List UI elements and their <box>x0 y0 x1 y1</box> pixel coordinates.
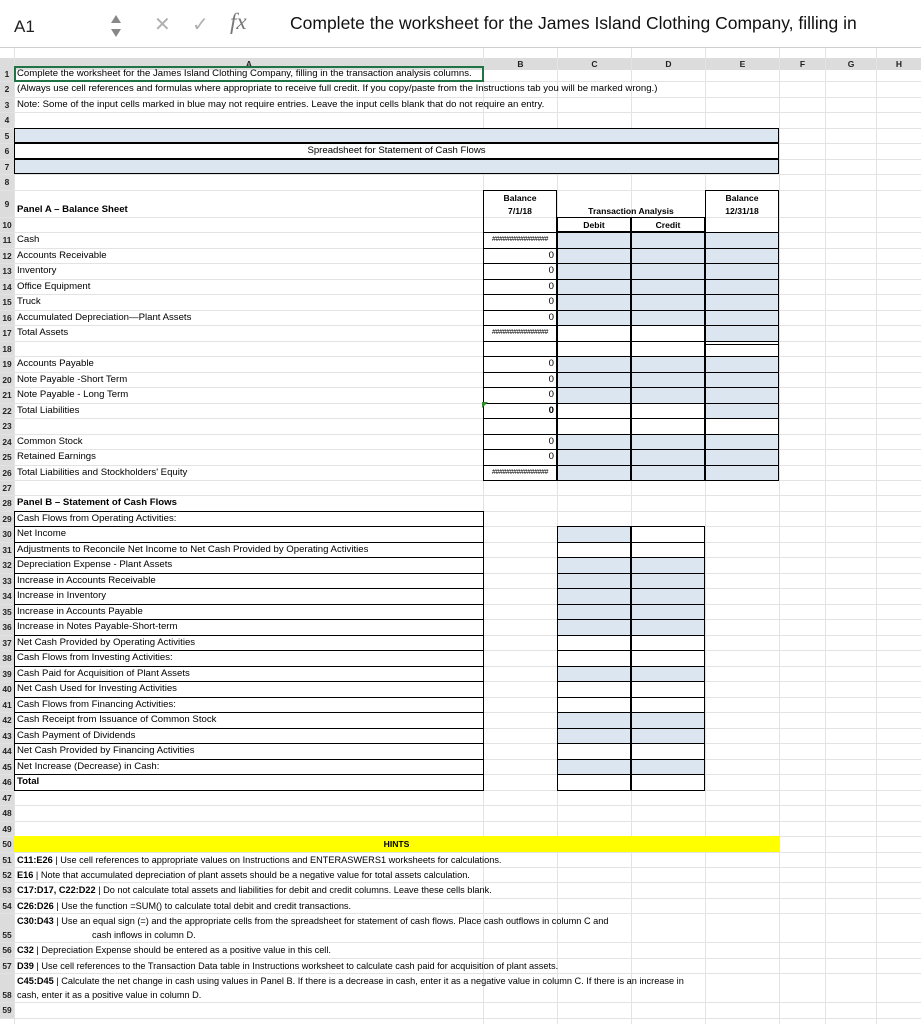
cash-flow-item-label[interactable]: Net Income <box>17 528 67 540</box>
hint-line <box>17 914 608 928</box>
cancel-icon[interactable]: ✕ <box>154 14 171 36</box>
credit-header: Credit <box>655 219 681 230</box>
row-header-34[interactable]: 34 <box>0 589 14 603</box>
input-cell-e25[interactable] <box>705 449 779 465</box>
transaction-analysis-header: Transaction Analysis <box>588 205 674 216</box>
input-cell-d43[interactable] <box>631 728 705 744</box>
row-header-42[interactable]: 42 <box>0 713 14 727</box>
gridline-horizontal <box>0 263 921 264</box>
row-header-8[interactable]: 8 <box>0 175 14 189</box>
cash-flow-label-cell <box>14 526 484 542</box>
balance-item-label[interactable]: Common Stock <box>17 435 83 447</box>
input-cell-c36[interactable] <box>557 619 631 635</box>
row-header-3[interactable]: 3 <box>0 98 14 112</box>
hint-line <box>17 974 684 988</box>
formula-bar <box>0 0 921 48</box>
column-header-c[interactable]: C <box>558 58 631 70</box>
row-header-15[interactable]: 15 <box>0 295 14 309</box>
cash-flow-item-label[interactable]: Net Increase (Decrease) in Cash: <box>17 760 160 772</box>
balance-item-label[interactable]: Inventory <box>17 265 57 277</box>
cash-flow-item-label[interactable]: Increase in Inventory <box>17 590 107 602</box>
row-header-7[interactable]: 7 <box>0 160 14 174</box>
hint-ref: D39 <box>17 960 34 971</box>
input-cell-d33[interactable] <box>631 573 705 589</box>
row-header-23[interactable]: 23 <box>0 419 14 433</box>
row-header-9[interactable]: 9 <box>0 191 14 217</box>
input-cell-e13[interactable] <box>705 263 779 279</box>
hint-text: | Use an equal sign (=) and the appropriate cells from the spreadsheet for statement of cash flows. Place cash outflows in column C and <box>53 916 609 927</box>
balance-item-label[interactable]: Total Liabilities <box>17 404 80 416</box>
gridline-horizontal <box>0 190 921 191</box>
gridline-horizontal <box>0 372 921 373</box>
cash-flow-item-label[interactable]: Cash Flows from Financing Activities: <box>17 698 176 710</box>
hint-line-continued: cash, enter it as a positive value in column D. <box>17 990 202 1001</box>
balance-item-label[interactable]: Accumulated Depreciation—Plant Assets <box>17 311 192 323</box>
balance-start-value: ################ <box>492 468 548 476</box>
input-cell-c14[interactable] <box>557 279 631 295</box>
input-cell-d41[interactable] <box>631 697 705 713</box>
row-header-1[interactable]: 1 <box>0 67 14 81</box>
hint-line <box>17 868 470 882</box>
name-box-spinner-icon[interactable] <box>109 13 123 39</box>
input-cell-c15[interactable] <box>557 294 631 310</box>
row-header-24[interactable]: 24 <box>0 435 14 449</box>
row-header-22[interactable]: 22 <box>0 404 14 418</box>
input-cell-d42[interactable] <box>631 712 705 728</box>
cash-flow-item-label[interactable]: Net Cash Provided by Financing Activities <box>17 745 195 757</box>
balance-item-label[interactable]: Total Assets <box>17 327 69 339</box>
balance-start-label: Balance <box>503 192 537 203</box>
row-header-11[interactable]: 11 <box>0 233 14 247</box>
balance-item-label[interactable]: Accounts Payable <box>17 358 94 370</box>
hint-line <box>17 899 351 913</box>
gridline-horizontal <box>0 449 921 450</box>
row-header-51[interactable]: 51 <box>0 853 14 867</box>
hint-ref: C30:D43 <box>17 916 54 927</box>
input-cell-c19[interactable] <box>557 356 631 372</box>
cash-flow-item-label[interactable]: Cash Flows from Investing Activities: <box>17 652 173 664</box>
row-header-28[interactable]: 28 <box>0 496 14 510</box>
balance-start-value: 0 <box>548 435 554 447</box>
input-cell-c46[interactable] <box>557 774 631 790</box>
hint-text: | Note that accumulated depreciation of plant assets should be a negative value for total assets calculation. <box>33 870 470 880</box>
hint-text: | Use cell references to the Transaction Data table in Instructions worksheet to calculate cash paid for acquisition of plant assets. <box>33 960 559 971</box>
gridline-horizontal <box>0 1002 921 1003</box>
row-header-10[interactable]: 10 <box>0 218 14 232</box>
balance-start-value: 0 <box>548 373 554 385</box>
input-cell-c22[interactable] <box>557 403 631 419</box>
gridline-horizontal <box>0 418 921 419</box>
input-cell-d21[interactable] <box>631 387 705 403</box>
input-cell-d36[interactable] <box>631 619 705 635</box>
input-cell-d46[interactable] <box>631 774 705 790</box>
balance-start-value: 0 <box>548 451 554 463</box>
input-cell-c45[interactable] <box>557 759 631 775</box>
gridline-horizontal <box>0 434 921 435</box>
input-cell-d24[interactable] <box>631 434 705 450</box>
gridline-horizontal <box>0 805 921 806</box>
balance-start-value: 0 <box>548 265 554 277</box>
input-cell-d15[interactable] <box>631 294 705 310</box>
input-cell-c35[interactable] <box>557 604 631 620</box>
balance-start-value: 0 <box>548 249 554 261</box>
row-header-16[interactable]: 16 <box>0 311 14 325</box>
input-cell-d19[interactable] <box>631 356 705 372</box>
hint-ref: C17:D17, C22:D22 <box>17 885 96 896</box>
column-header-d[interactable]: D <box>632 58 705 70</box>
hint-ref: C32 <box>17 945 34 956</box>
input-cell-d11[interactable] <box>631 232 705 248</box>
input-cell-e21[interactable] <box>705 387 779 403</box>
hint-text: | Depreciation Expense should be entered as a positive value in this cell. <box>33 945 331 956</box>
row-header-55[interactable]: 55 <box>0 914 14 942</box>
input-cell-c24[interactable] <box>557 434 631 450</box>
input-cell-c17[interactable] <box>557 325 631 341</box>
input-cell-e16[interactable] <box>705 310 779 326</box>
gridline-horizontal <box>0 112 921 113</box>
cash-flow-item-label[interactable]: Net Cash Used for Investing Activities <box>17 683 177 695</box>
input-cell-d17[interactable] <box>631 325 705 341</box>
cash-flow-label-cell <box>14 774 484 790</box>
input-cell-d34[interactable] <box>631 588 705 604</box>
row-header-26[interactable]: 26 <box>0 466 14 480</box>
column-header-f[interactable]: F <box>780 58 825 70</box>
input-cell-e14[interactable] <box>705 279 779 295</box>
panel-b-heading: Panel B – Statement of Cash Flows <box>17 497 177 509</box>
input-cell-d26[interactable] <box>631 465 705 481</box>
row-header-50[interactable]: 50 <box>0 837 14 851</box>
hint-ref: E16 <box>17 870 34 880</box>
row-header-58[interactable]: 58 <box>0 974 14 1002</box>
balance-item-label[interactable]: Total Liabilities and Stockholders' Equity <box>17 466 188 478</box>
input-cell-d14[interactable] <box>631 279 705 295</box>
error-indicator-icon <box>482 402 488 408</box>
input-cell-d16[interactable] <box>631 310 705 326</box>
input-cell-e15[interactable] <box>705 294 779 310</box>
empty-cell-b23 <box>483 418 557 434</box>
input-cell-d31[interactable] <box>631 542 705 558</box>
row-header-14[interactable]: 14 <box>0 280 14 294</box>
row-header-30[interactable]: 30 <box>0 527 14 541</box>
column-header-b[interactable]: B <box>484 58 557 70</box>
input-cell-d30[interactable] <box>631 526 705 542</box>
hint-text: | Use cell references to appropriate values on Instructions and ENTERASWERS1 worksheets for calculations. <box>52 854 502 865</box>
intro-line-3[interactable]: Note: Some of the input cells marked in blue may not require entries. Leave the input cells blank that do not require an entry. <box>17 98 545 110</box>
hint-line <box>17 959 558 973</box>
gridline-horizontal <box>0 341 921 342</box>
row-header-48[interactable]: 48 <box>0 806 14 820</box>
balance-item-label[interactable]: Note Payable - Long Term <box>17 389 129 401</box>
balance-item-label[interactable]: Cash <box>17 234 40 246</box>
input-cell-d37[interactable] <box>631 635 705 651</box>
gridline-vertical <box>779 48 780 1024</box>
balance-start-value: 0 <box>548 389 554 401</box>
input-cell-e11[interactable] <box>705 232 779 248</box>
input-cell-c25[interactable] <box>557 449 631 465</box>
gridline-horizontal <box>0 480 921 481</box>
intro-line-1[interactable]: Complete the worksheet for the James Island Clothing Company, filling in the transaction analysis columns. <box>17 68 472 79</box>
title-band-top[interactable] <box>14 128 779 143</box>
input-cell-c33[interactable] <box>557 573 631 589</box>
balance-start-value: ################ <box>492 329 548 337</box>
gridline-horizontal <box>0 248 921 249</box>
row-header-59[interactable]: 59 <box>0 1003 14 1017</box>
hint-text: | Use the function =SUM() to calculate total debit and credit transactions. <box>53 900 352 911</box>
input-cell-c26[interactable] <box>557 465 631 481</box>
gridline-horizontal <box>0 279 921 280</box>
debit-header: Debit <box>583 219 605 230</box>
row-header-47[interactable]: 47 <box>0 791 14 805</box>
function-icon[interactable]: fx <box>230 9 247 34</box>
input-cell-e20[interactable] <box>705 372 779 388</box>
input-cell-c43[interactable] <box>557 728 631 744</box>
empty-cell-d23 <box>631 418 705 434</box>
gridline-horizontal <box>0 1018 921 1019</box>
gridline-horizontal <box>0 325 921 326</box>
row-header-31[interactable]: 31 <box>0 543 14 557</box>
column-header-h[interactable]: H <box>877 58 921 70</box>
input-cell-c31[interactable] <box>557 542 631 558</box>
row-header-54[interactable]: 54 <box>0 899 14 913</box>
input-cell-c34[interactable] <box>557 588 631 604</box>
intro-line-2[interactable]: (Always use cell references and formulas where appropriate to receive full credit. If you copy/paste from the Instructions tab you will be marked wrong.) <box>17 83 658 95</box>
empty-cell-c18 <box>557 341 631 357</box>
hint-line <box>17 943 331 957</box>
row-header-32[interactable]: 32 <box>0 558 14 572</box>
row-header-40[interactable]: 40 <box>0 682 14 696</box>
row-header-27[interactable]: 27 <box>0 481 14 495</box>
name-box[interactable]: A1 <box>14 17 35 36</box>
balance-start-value: 0 <box>548 311 554 323</box>
row-header-12[interactable]: 12 <box>0 249 14 263</box>
row-header-35[interactable]: 35 <box>0 605 14 619</box>
column-header-a[interactable]: A <box>15 58 483 70</box>
input-cell-d39[interactable] <box>631 666 705 682</box>
input-cell-d12[interactable] <box>631 248 705 264</box>
cash-flow-item-label[interactable]: Increase in Accounts Payable <box>17 605 143 617</box>
hint-line <box>17 883 492 897</box>
row-header-41[interactable]: 41 <box>0 698 14 712</box>
input-cell-e17[interactable] <box>705 325 779 341</box>
gridline-horizontal <box>0 387 921 388</box>
row-header-57[interactable]: 57 <box>0 959 14 973</box>
row-header-21[interactable]: 21 <box>0 388 14 402</box>
input-cell-c32[interactable] <box>557 557 631 573</box>
gridline-horizontal <box>0 232 921 233</box>
input-cell-d13[interactable] <box>631 263 705 279</box>
gridline-vertical <box>876 48 877 1024</box>
row-header-25[interactable]: 25 <box>0 450 14 464</box>
input-cell-d38[interactable] <box>631 650 705 666</box>
balance-item-label[interactable]: Retained Earnings <box>17 451 96 463</box>
double-underline <box>705 344 779 345</box>
cash-flow-item-label[interactable]: Increase in Accounts Receivable <box>17 574 156 586</box>
row-header-37[interactable]: 37 <box>0 636 14 650</box>
input-cell-d32[interactable] <box>631 557 705 573</box>
row-header-33[interactable]: 33 <box>0 574 14 588</box>
cash-flow-item-label[interactable]: Total <box>17 776 40 788</box>
input-cell-c44[interactable] <box>557 743 631 759</box>
balance-start-value: 0 <box>548 404 554 416</box>
row-header-45[interactable]: 45 <box>0 760 14 774</box>
input-cell-c37[interactable] <box>557 635 631 651</box>
gridline-vertical <box>825 48 826 1024</box>
row-header-36[interactable]: 36 <box>0 620 14 634</box>
gridline-horizontal <box>0 294 921 295</box>
hint-ref: C26:D26 <box>17 900 54 911</box>
row-header-44[interactable]: 44 <box>0 744 14 758</box>
balance-item-label[interactable]: Note Payable -Short Term <box>17 373 128 385</box>
column-header-g[interactable]: G <box>826 58 876 70</box>
enter-icon[interactable]: ✓ <box>192 14 209 36</box>
row-header-49[interactable]: 49 <box>0 822 14 836</box>
row-header-19[interactable]: 19 <box>0 357 14 371</box>
balance-start-value: 0 <box>548 358 554 370</box>
row-header-38[interactable]: 38 <box>0 651 14 665</box>
panel-a-heading: Panel A – Balance Sheet <box>17 203 128 215</box>
input-cell-c11[interactable] <box>557 232 631 248</box>
empty-cell-b18 <box>483 341 557 357</box>
empty-cell-c23 <box>557 418 631 434</box>
row-header-29[interactable]: 29 <box>0 512 14 526</box>
row-header-52[interactable]: 52 <box>0 868 14 882</box>
input-cell-d45[interactable] <box>631 759 705 775</box>
input-cell-e12[interactable] <box>705 248 779 264</box>
row-header-46[interactable]: 46 <box>0 775 14 789</box>
row-header-39[interactable]: 39 <box>0 667 14 681</box>
row-header-13[interactable]: 13 <box>0 264 14 278</box>
input-cell-d40[interactable] <box>631 681 705 697</box>
input-cell-c38[interactable] <box>557 650 631 666</box>
balance-item-label[interactable]: Truck <box>17 296 41 308</box>
cash-flow-item-label[interactable]: Cash Paid for Acquisition of Plant Assets <box>17 667 190 679</box>
formula-content[interactable]: Complete the worksheet for the James Island Clothing Company, filling in <box>290 13 857 33</box>
cash-flow-item-label[interactable]: Net Cash Provided by Operating Activities <box>17 636 196 648</box>
input-cell-c12[interactable] <box>557 248 631 264</box>
cash-flow-item-label[interactable]: Cash Receipt from Issuance of Common Stock <box>17 714 217 726</box>
input-cell-d20[interactable] <box>631 372 705 388</box>
input-cell-c42[interactable] <box>557 712 631 728</box>
input-cell-e19[interactable] <box>705 356 779 372</box>
sheet-title: Spreadsheet for Statement of Cash Flows <box>307 145 486 157</box>
input-cell-e22[interactable] <box>705 403 779 419</box>
input-cell-e26[interactable] <box>705 465 779 481</box>
gridline-horizontal <box>0 217 921 218</box>
row-header-6[interactable]: 6 <box>0 144 14 158</box>
row-header-17[interactable]: 17 <box>0 326 14 340</box>
row-header-4[interactable]: 4 <box>0 113 14 127</box>
row-header-2[interactable]: 2 <box>0 82 14 96</box>
cash-flow-item-label[interactable]: Adjustments to Reconcile Net Income to Net Cash Provided by Operating Activities <box>17 543 369 555</box>
title-band-bottom[interactable] <box>14 159 779 174</box>
empty-cell-e23 <box>705 418 779 434</box>
input-cell-c16[interactable] <box>557 310 631 326</box>
input-cell-c40[interactable] <box>557 681 631 697</box>
input-cell-c20[interactable] <box>557 372 631 388</box>
gridline-horizontal <box>0 356 921 357</box>
input-cell-c13[interactable] <box>557 263 631 279</box>
input-cell-d25[interactable] <box>631 449 705 465</box>
balance-start-date: 7/1/18 <box>508 205 532 216</box>
row-header-5[interactable]: 5 <box>0 129 14 143</box>
hints-heading: HINTS <box>383 839 410 850</box>
input-cell-d22[interactable] <box>631 403 705 419</box>
cash-flow-item-label[interactable]: Depreciation Expense - Plant Assets <box>17 559 173 571</box>
gridline-horizontal <box>0 174 921 175</box>
hint-line-continued: cash inflows in column D. <box>92 930 196 941</box>
balance-start-value: 0 <box>548 280 554 292</box>
hint-line <box>17 853 501 867</box>
row-header-53[interactable]: 53 <box>0 883 14 897</box>
balance-start-value: 0 <box>548 296 554 308</box>
cash-flow-item-label[interactable]: Cash Payment of Dividends <box>17 729 136 741</box>
balance-item-label[interactable]: Office Equipment <box>17 280 91 292</box>
spreadsheet-grid[interactable] <box>0 48 921 1024</box>
cash-flow-item-label[interactable]: Increase in Notes Payable-Short-term <box>17 621 178 633</box>
input-cell-d35[interactable] <box>631 604 705 620</box>
input-cell-c39[interactable] <box>557 666 631 682</box>
row-header-20[interactable]: 20 <box>0 373 14 387</box>
row-header-18[interactable]: 18 <box>0 342 14 356</box>
input-cell-e24[interactable] <box>705 434 779 450</box>
balance-end-date: 12/31/18 <box>725 205 759 216</box>
row-header-56[interactable]: 56 <box>0 943 14 957</box>
hint-text: | Do not calculate total assets and liabilities for debit and credit columns. Leave these cells blank. <box>95 885 492 896</box>
balance-end-label: Balance <box>725 192 759 203</box>
input-cell-c21[interactable] <box>557 387 631 403</box>
input-cell-d44[interactable] <box>631 743 705 759</box>
hint-ref: C11:E26 <box>17 854 53 865</box>
balance-start-value: ################ <box>492 236 548 244</box>
column-header-e[interactable]: E <box>706 58 779 70</box>
cash-flow-item-label[interactable]: Cash Flows from Operating Activities: <box>17 512 177 524</box>
hint-text: | Calculate the net change in cash using values in Panel B. If there is a decrease in cash, enter it as a negative value in column C. If there is an increase in <box>53 976 684 987</box>
gridline-horizontal <box>0 403 921 404</box>
row-header-43[interactable]: 43 <box>0 729 14 743</box>
input-cell-c30[interactable] <box>557 526 631 542</box>
hint-ref: C45:D45 <box>17 976 54 987</box>
balance-item-label[interactable]: Accounts Receivable <box>17 249 107 261</box>
input-cell-c41[interactable] <box>557 697 631 713</box>
gridline-horizontal <box>0 821 921 822</box>
empty-cell-d18 <box>631 341 705 357</box>
